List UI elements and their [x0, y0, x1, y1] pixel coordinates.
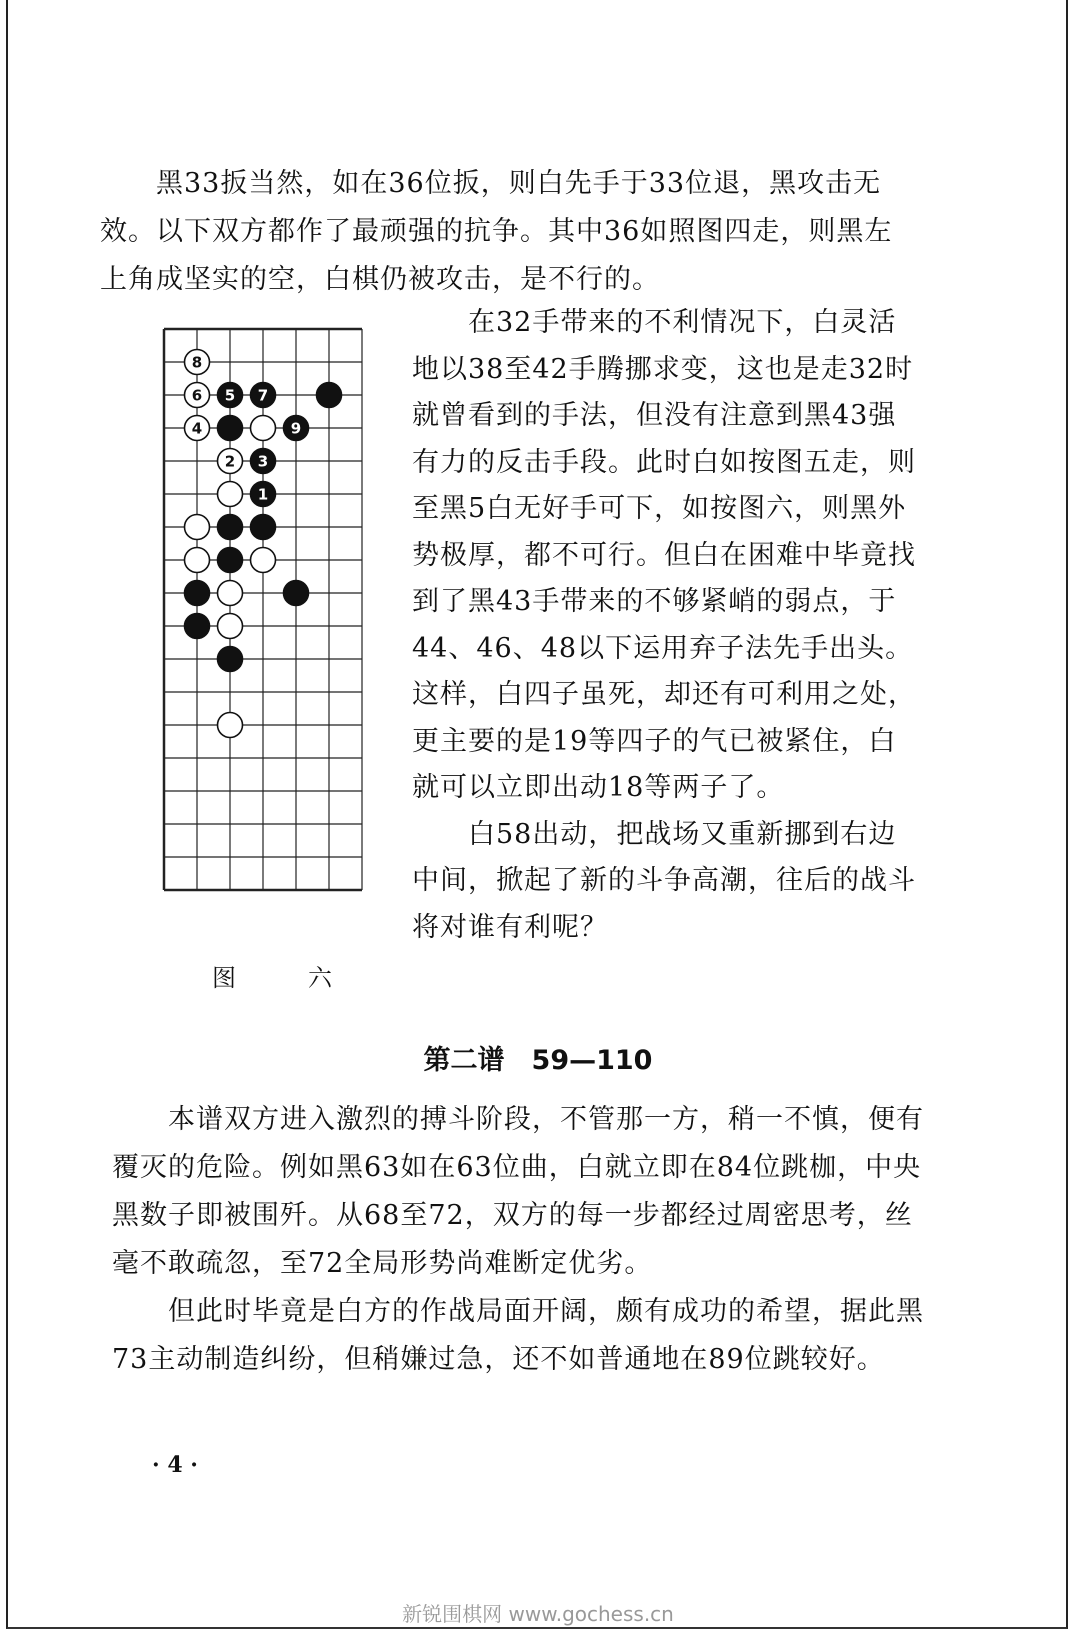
stone-number: 2: [224, 452, 236, 471]
black-stone: [317, 383, 342, 408]
right-paragraph-1: 在32手带来的不利情况下，白灵活地以38至42手腾挪求变，这也是走32时就曾看到的手法，但没有注意到黑43强有力的反击手段。此时白如按图五走，则至黑5白无好手可下，如按图六，则黑外势极厚，都不可行。但白在困难中毕竟找到了黑43手带来的不够紧峭的弱点，于44、46、48以下运用弃子法先手出头。这样，白四子虽死，却还有可利用之处，更主要的是19等四子的气已被紧住，白就可以立即出动18等两子了。: [412, 307, 916, 803]
section-heading: 第二谱 59—110: [423, 1045, 653, 1076]
stone-number: 3: [257, 452, 269, 471]
stone-number: 7: [257, 386, 269, 405]
stone-number: 6: [191, 386, 203, 405]
figure-caption-left: 图: [212, 964, 236, 992]
right-paragraph-2: 白58出动，把战场又重新挪到右边中间，掀起了新的斗争高潮，往后的战斗将对谁有利呢？: [412, 818, 916, 943]
go-diagram: [160, 325, 372, 913]
stone-number: 8: [191, 353, 203, 372]
figure-caption: [212, 958, 332, 993]
white-stone: [218, 581, 243, 606]
black-stone: [218, 416, 243, 441]
black-stone: [218, 647, 243, 672]
stone-number: 1: [257, 485, 269, 504]
section-paragraph-1: 本谱双方进入激烈的搏斗阶段，不管那一方，稍一不慎，便有覆灭的危险。例如黑63如在63位曲，白就立即在84位跳枷，中央黑数子即被围歼。从68至72，双方的每一步都经过周密思考，丝毫不敢疏忽，至72全局形势尚难断定优劣。: [112, 1104, 924, 1279]
intro-paragraph: [100, 160, 920, 304]
white-stone: [218, 482, 243, 507]
stone-number: 4: [191, 419, 203, 438]
watermark: 新锐围棋网 www.gochess.cn: [402, 1602, 674, 1626]
white-stone: [185, 515, 210, 540]
white-stone: [185, 548, 210, 573]
black-stone: [218, 515, 243, 540]
black-stone: [218, 548, 243, 573]
white-stone: [251, 548, 276, 573]
stone-number: 9: [290, 419, 302, 438]
black-stone: [251, 515, 276, 540]
section-paragraph-2: 但此时毕竟是白方的作战局面开阔，颇有成功的希望，据此黑73主动制造纠纷，但稍嫌过急，还不如普通地在89位跳较好。: [112, 1296, 924, 1375]
stone-number: 5: [224, 386, 236, 405]
white-stone: [251, 416, 276, 441]
right-column-text: [412, 300, 922, 951]
section-body: [112, 1096, 924, 1384]
figure-caption-right: 六: [308, 964, 332, 992]
black-stone: [185, 581, 210, 606]
black-stone: [284, 581, 309, 606]
white-stone: [218, 614, 243, 639]
black-stone: [185, 614, 210, 639]
intro-text: 黑33扳当然，如在36位扳，则白先手于33位退，黑攻击无效。以下双方都作了最顽强的抗争。其中36如照图四走，则黑左上角成坚实的空，白棋仍被攻击，是不行的。: [100, 168, 893, 295]
page-number: · 4 ·: [152, 1452, 198, 1478]
white-stone: [218, 713, 243, 738]
